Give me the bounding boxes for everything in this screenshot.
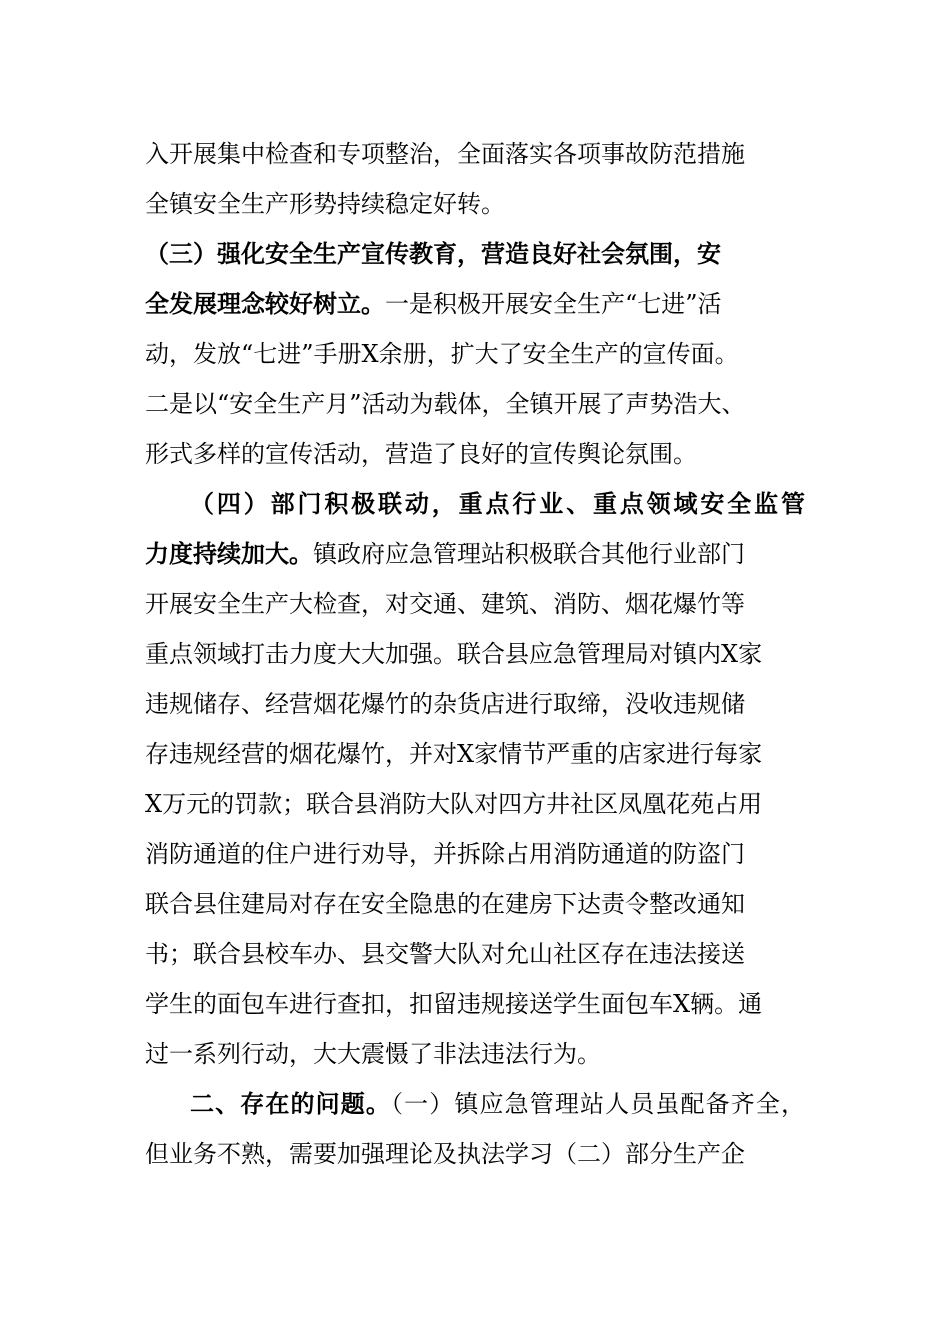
body-text: 重点领域打击力度大大加强。联合县应急管理局对镇内X家 — [145, 640, 763, 668]
bold-text: 二、存在的问题。 — [190, 1089, 391, 1118]
body-text: 动，发放“七进”手册X余册，扩大了安全生产的宣传面。 — [145, 340, 739, 368]
bold-text: （三）强化安全生产宣传教育，营造良好社会氛围，安 — [145, 239, 721, 268]
body-text: 全镇安全生产形势持续稳定好转。 — [145, 190, 505, 218]
text-line — [145, 138, 805, 170]
section-heading-line — [190, 1088, 805, 1120]
body-text: 入开展集中检查和专项整治，全面落实各项事故防范措施 — [145, 140, 745, 168]
text-line — [145, 188, 505, 220]
text-line — [145, 938, 805, 970]
body-text: 违规储存、经营烟花爆竹的杂货店进行取缔，没收违规储 — [145, 690, 745, 718]
text-line — [145, 1138, 805, 1170]
text-line — [145, 688, 805, 720]
body-text: 消防通道的住户进行劝导，并拆除占用消防通道的防盗门 — [145, 840, 745, 868]
section-heading-line — [190, 488, 805, 520]
body-text: 存违规经营的烟花爆竹，并对X家情节严重的店家进行每家 — [145, 740, 763, 768]
text-line — [145, 588, 805, 620]
bold-text: 全发展理念较好树立。 — [145, 289, 385, 318]
body-text: 形式多样的宣传活动，营造了良好的宣传舆论氛围。 — [145, 440, 697, 468]
body-text: 但业务不熟，需要加强理论及执法学习（二）部分生产企 — [145, 1140, 745, 1168]
body-text: X万元的罚款；联合县消防大队对四方井社区凤凰花苑占用 — [145, 790, 763, 818]
text-line — [145, 288, 805, 320]
body-text: （一）镇应急管理站人员虽配备齐全， — [391, 1090, 805, 1118]
body-text: 书；联合县校车办、县交警大队对允山社区存在违法接送 — [145, 940, 745, 968]
text-line — [145, 338, 805, 370]
text-line — [145, 1038, 601, 1070]
body-text: 镇政府应急管理站积极联合其他行业部门 — [313, 540, 745, 568]
text-line — [145, 788, 805, 820]
text-line — [145, 388, 805, 420]
body-text: 学生的面包车进行查扣，扣留违规接送学生面包车X辆。通 — [145, 990, 763, 1018]
body-text: 过一系列行动，大大震慑了非法违法行为。 — [145, 1040, 601, 1068]
text-line — [145, 738, 805, 770]
body-text: 联合县住建局对存在安全隐患的在建房下达责令整改通知 — [145, 890, 745, 918]
body-text: 一是积极开展安全生产“七进”活 — [385, 290, 722, 318]
bold-text: （四）部门积极联动，重点行业、重点领域安全监管 — [190, 489, 805, 518]
text-line — [145, 988, 805, 1020]
body-text: 开展安全生产大检查，对交通、建筑、消防、烟花爆竹等 — [145, 590, 745, 618]
text-line — [145, 838, 805, 870]
text-line — [145, 888, 805, 920]
section-heading-line — [145, 238, 805, 270]
bold-text: 力度持续加大。 — [145, 539, 313, 568]
text-line — [145, 638, 805, 670]
body-text: 二是以“安全生产月”活动为载体，全镇开展了声势浩大、 — [145, 390, 746, 418]
text-line — [145, 438, 697, 470]
text-line — [145, 538, 805, 570]
